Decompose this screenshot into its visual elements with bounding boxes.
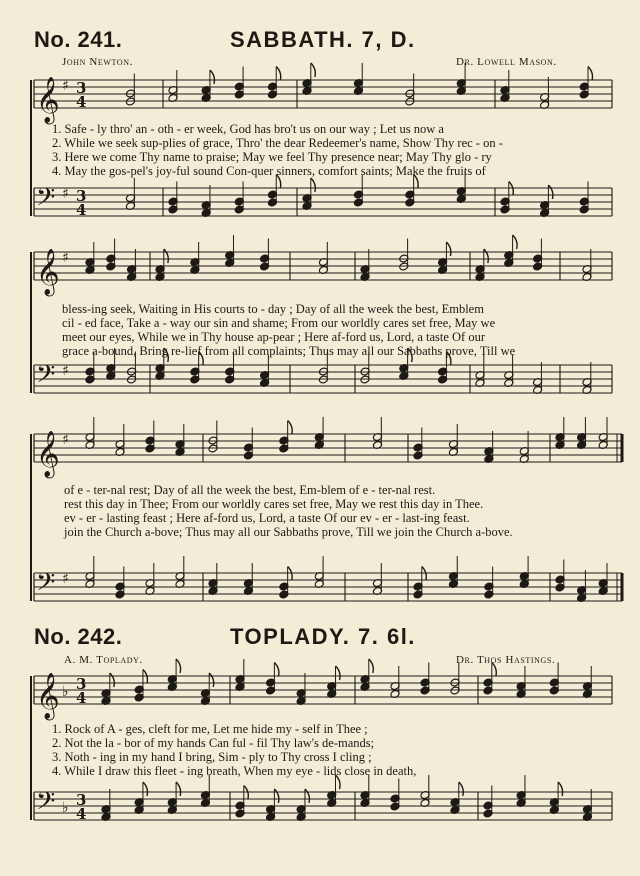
note-flag [210, 70, 215, 84]
lyric-line: join the Church a-bove; Thus may all our Sabbaths prove, Till we join the Church a-bove. [64, 525, 513, 539]
lyric-line: 2. While we seek sup-plies of grace, Thro' the dear Redeemer's name, Show Thy rec - on - [52, 136, 503, 150]
sharp-icon: ♯ [62, 571, 69, 587]
note-flag [558, 782, 563, 796]
note-flag [143, 782, 148, 796]
note-flag [276, 67, 281, 81]
lyric-line: rest this day in Thee; From our worldly cares set free, May we rest this day in Thee. [64, 497, 484, 511]
treble-clef-icon: 𝄞 [36, 431, 60, 477]
time-signature-top: 3 [76, 79, 87, 97]
bass-clef-icon: 𝄢 [36, 787, 56, 822]
sharp-icon: ♯ [62, 250, 69, 266]
sharp-icon: ♯ [62, 432, 69, 448]
note-flag [492, 663, 497, 677]
lyric-line: 1. Safe - ly thro' an - oth - er week, God has bro't us on our way ; Let us now a [52, 122, 444, 136]
note-flag [484, 249, 489, 263]
note-flag [164, 348, 169, 362]
composer-credit: Dr. Lowell Mason. [456, 56, 557, 68]
note-flag [336, 666, 341, 680]
note-flag [414, 175, 419, 189]
time-signature-bottom: 4 [76, 201, 87, 219]
hymn-number: No. 242. [34, 624, 123, 649]
bass-clef-icon: 𝄢 [36, 360, 56, 395]
note-flag [513, 235, 518, 249]
note-flag [311, 178, 316, 192]
note-flag [176, 659, 181, 673]
note-flag [446, 242, 451, 256]
composer-credit: Dr. Thos Hastings. [456, 654, 556, 666]
time-signature-bottom: 4 [76, 689, 87, 707]
time-signature-top: 3 [76, 791, 87, 809]
hymn-title: TOPLADY. 7. 6l. [230, 624, 416, 649]
note-flag [164, 249, 169, 263]
lyric-line: of e - ter-nal rest; Day of all the week the best, Em-blem of e - ter-nal rest. [64, 483, 436, 497]
note-flag [548, 185, 553, 199]
lyricist-credit: A. M. Toplady. [64, 654, 143, 666]
flat-icon: ♭ [62, 800, 69, 816]
time-signature-top: 3 [76, 187, 87, 205]
note-flag [209, 673, 214, 687]
time-signature-bottom: 4 [76, 93, 87, 111]
note-flag [110, 673, 115, 687]
lyric-line: ev - er - lasting feast ; Here af-ford us, Lord, a taste Of our ev - er - last-ing feast. [64, 511, 470, 525]
sharp-icon: ♯ [62, 78, 69, 94]
treble-clef-icon: 𝄞 [36, 249, 60, 295]
lyric-line: 4. While I draw this fleet - ing breath, When my eye - lids close in death, [52, 764, 417, 778]
lyric-line: 2. Not the la - bor of my hands Can ful - fil Thy law's de-mands; [52, 736, 375, 750]
note-flag [588, 67, 593, 81]
note-flag [274, 789, 279, 803]
treble-clef-icon: 𝄞 [36, 77, 60, 123]
note-flag [459, 782, 464, 796]
lyric-line: grace a-bound, Bring re-lief from all complaints; Thus may all our Sabbaths prove, Till we [62, 344, 516, 358]
note-flag [408, 348, 413, 362]
lyric-line: 4. May the gos-pel's joy-ful sound Con-quer sinners, comfort saints; Make the fruits of [52, 164, 486, 178]
treble-clef-icon: 𝄞 [36, 673, 60, 719]
note-flag [369, 659, 374, 673]
lyric-line: meet our eyes, While we in Thy house ap-pear ; Here af-ford us, Lord, a taste Of our [62, 330, 485, 344]
sharp-icon: ♯ [62, 363, 69, 379]
note-flag [176, 782, 181, 796]
sharp-icon: ♯ [62, 186, 69, 202]
hymn-title: SABBATH. 7, D. [230, 27, 416, 52]
note-flag [311, 63, 316, 77]
hymn-number: No. 241. [34, 27, 123, 52]
note-flag [274, 663, 279, 677]
note-flag [336, 775, 341, 789]
lyric-line: 3. Here we come Thy name to praise; May we feel Thy presence near; May Thy glo - ry [52, 150, 492, 164]
note-flag [199, 352, 204, 366]
note-flag [276, 175, 281, 189]
lyric-line: bless-ing seek, Waiting in His courts to - day ; Day of all the week the best, Emblem [62, 302, 484, 316]
time-signature-bottom: 4 [76, 805, 87, 823]
lyric-line: cil - ed face, Take a - way our sin and shame; From our worldly cares set free, May we [62, 316, 496, 330]
bass-clef-icon: 𝄢 [36, 183, 56, 218]
lyric-line: 1. Rock of A - ges, cleft for me, Let me hide my - self in Thee ; [52, 722, 368, 736]
bass-clef-icon: 𝄢 [36, 568, 56, 603]
flat-icon: ♭ [62, 684, 69, 700]
note-flag [446, 352, 451, 366]
note-flag [305, 789, 310, 803]
note-flag [288, 421, 293, 435]
lyricist-credit: John Newton. [62, 56, 133, 68]
time-signature-top: 3 [76, 675, 87, 693]
lyric-line: 3. Noth - ing in my hand I bring, Sim - ply to Thy cross I cling ; [52, 750, 372, 764]
